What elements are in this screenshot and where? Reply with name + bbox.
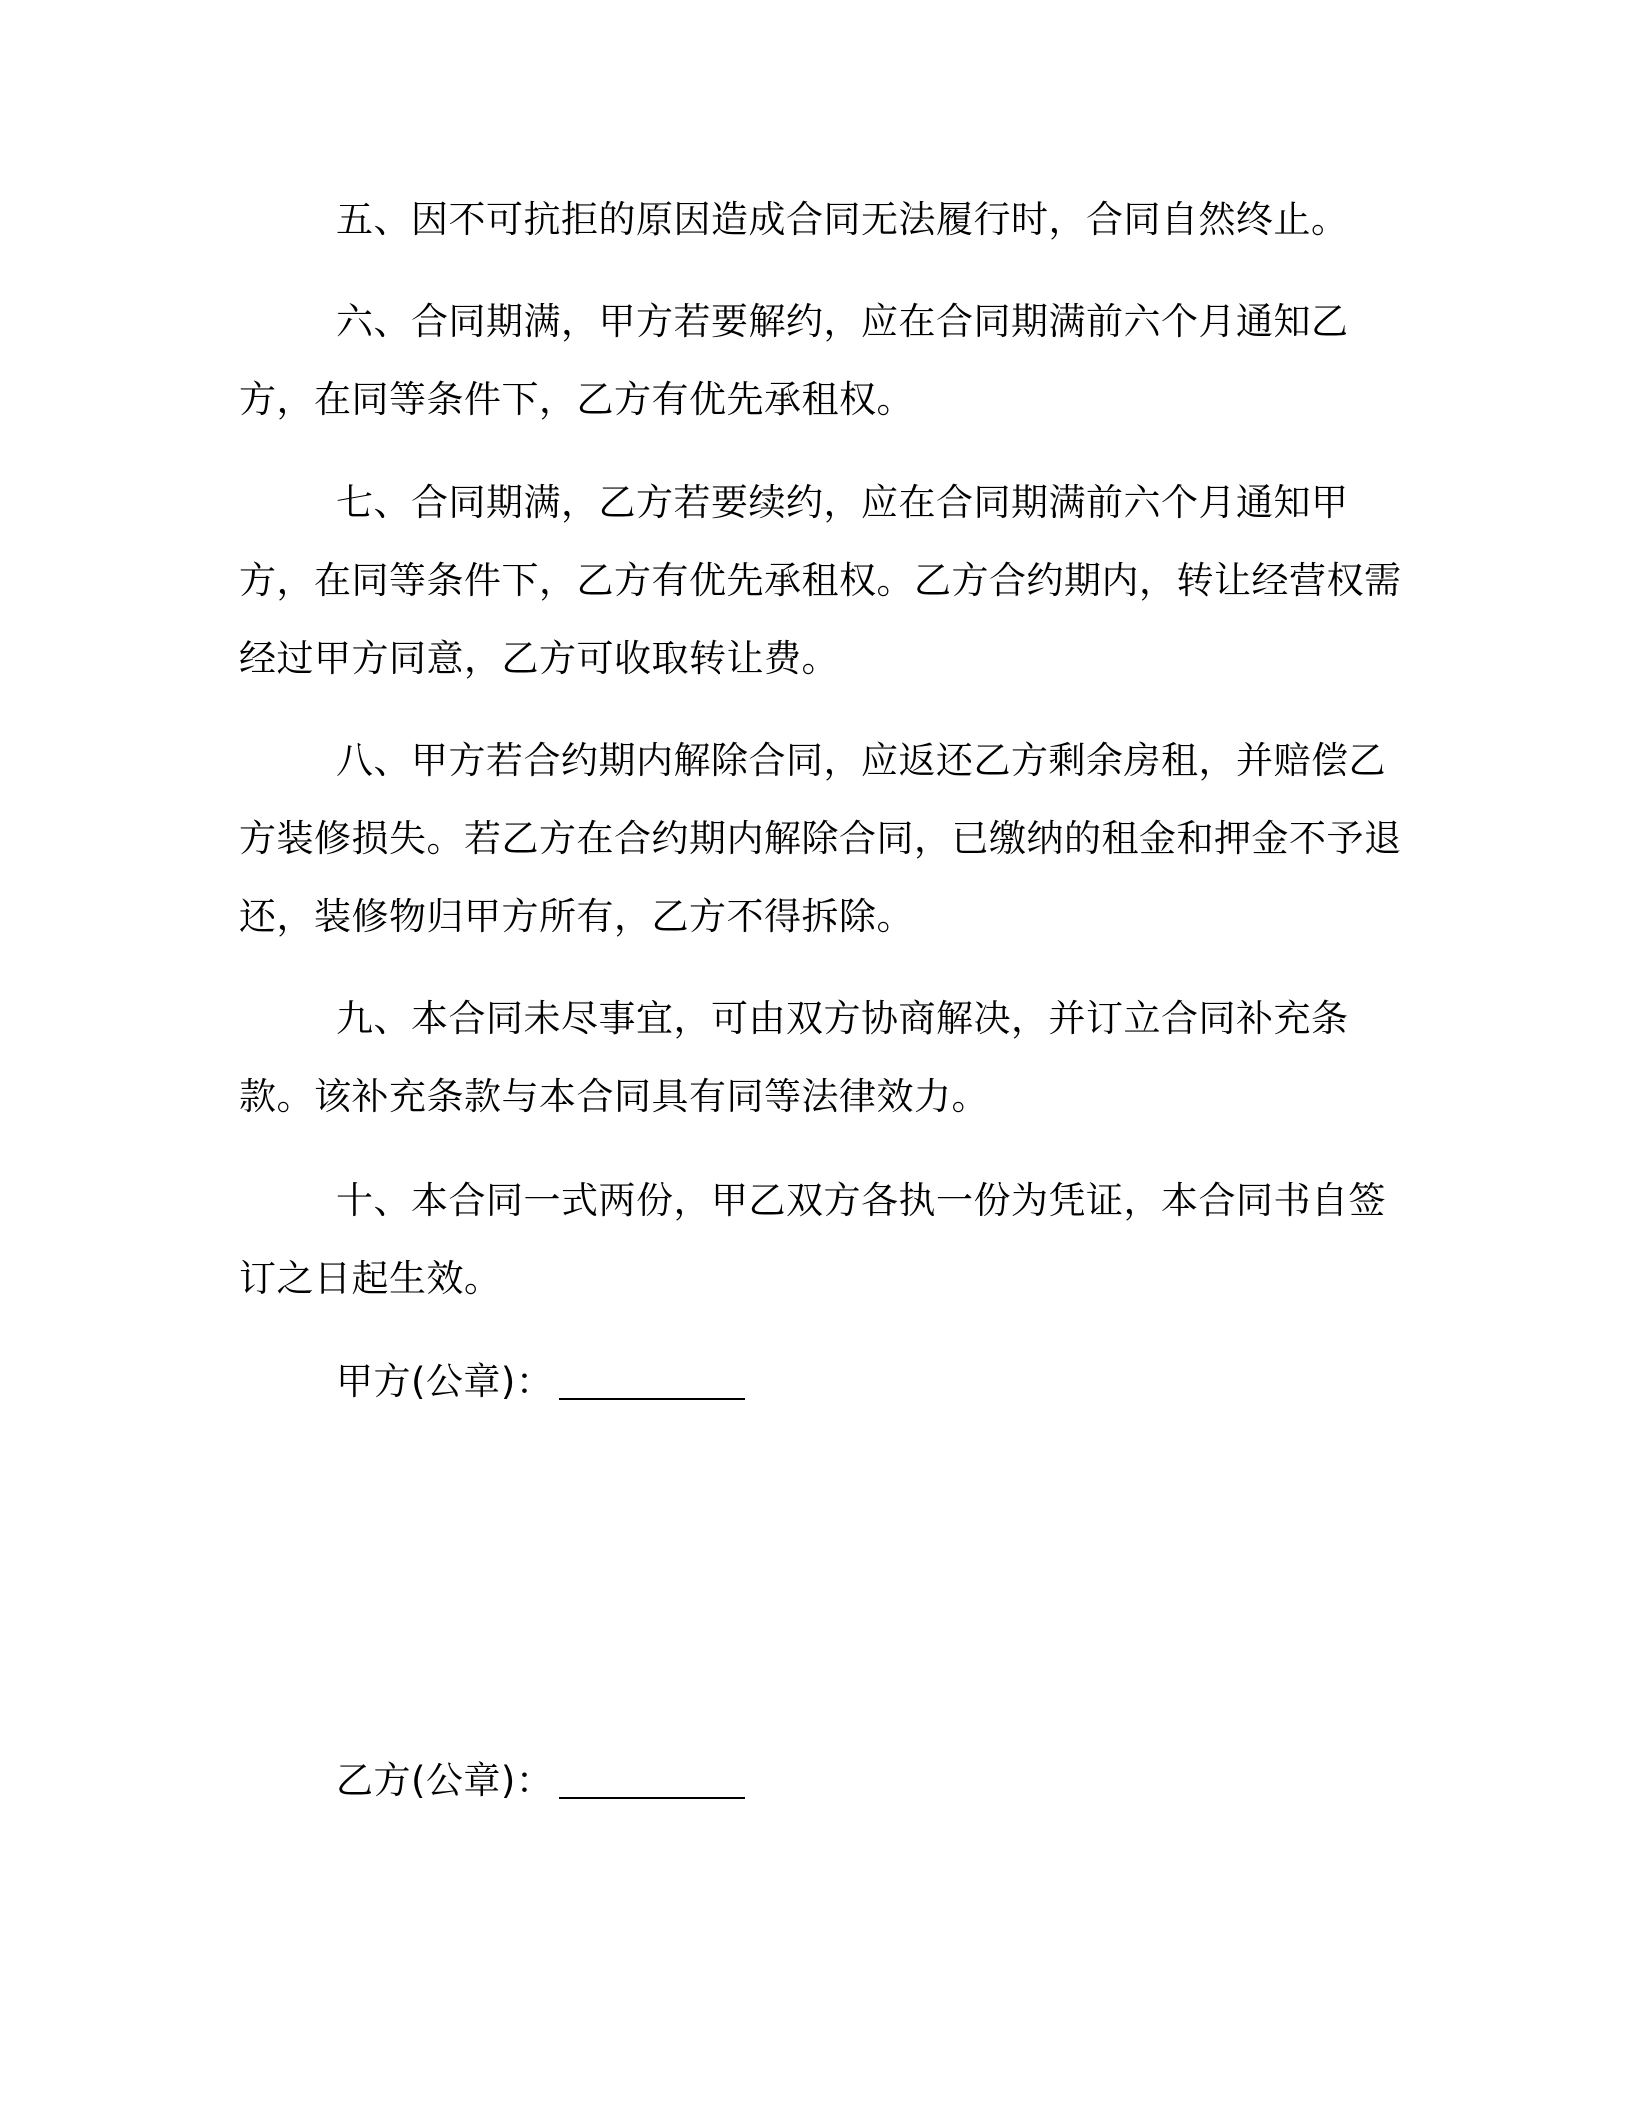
party-b-label: 乙方(公章)： [336,1759,554,1802]
clause-6: 六、合同期满，甲方若要解约，应在合同期满前六个月通知乙方，在同等条件下，乙方有优先承租权。 [239,300,1349,421]
clause-8: 八、甲方若合约期内解除合同，应返还乙方剩余房租，并赔偿乙方装修损失。若乙方在合约期内解除合同，已缴纳的租金和押金不予退还，装修物归甲方所有，乙方不得拆除。 [239,739,1402,938]
party-b-signature-line [559,1797,745,1799]
party-a-signature [336,1343,745,1421]
clause-5: 五、因不可抗拒的原因造成合同无法履行时，合同自然终止。 [336,198,1349,241]
clause-10: 十、本合同一式两份，甲乙双方各执一份为凭证，本合同书自签订之日起生效。 [239,1179,1386,1300]
clause-7: 七、合同期满，乙方若要续约，应在合同期满前六个月通知甲方，在同等条件下，乙方有优先承租权。乙方合约期内，转让经营权需经过甲方同意，乙方可收取转让费。 [239,481,1402,680]
party-a-signature-line [559,1398,745,1400]
party-a-label: 甲方(公章)： [336,1360,554,1403]
party-b-signature [336,1742,745,1820]
clause-9: 九、本合同未尽事宜，可由双方协商解决，并订立合同补充条款。该补充条款与本合同具有同等法律效力。 [239,997,1349,1118]
